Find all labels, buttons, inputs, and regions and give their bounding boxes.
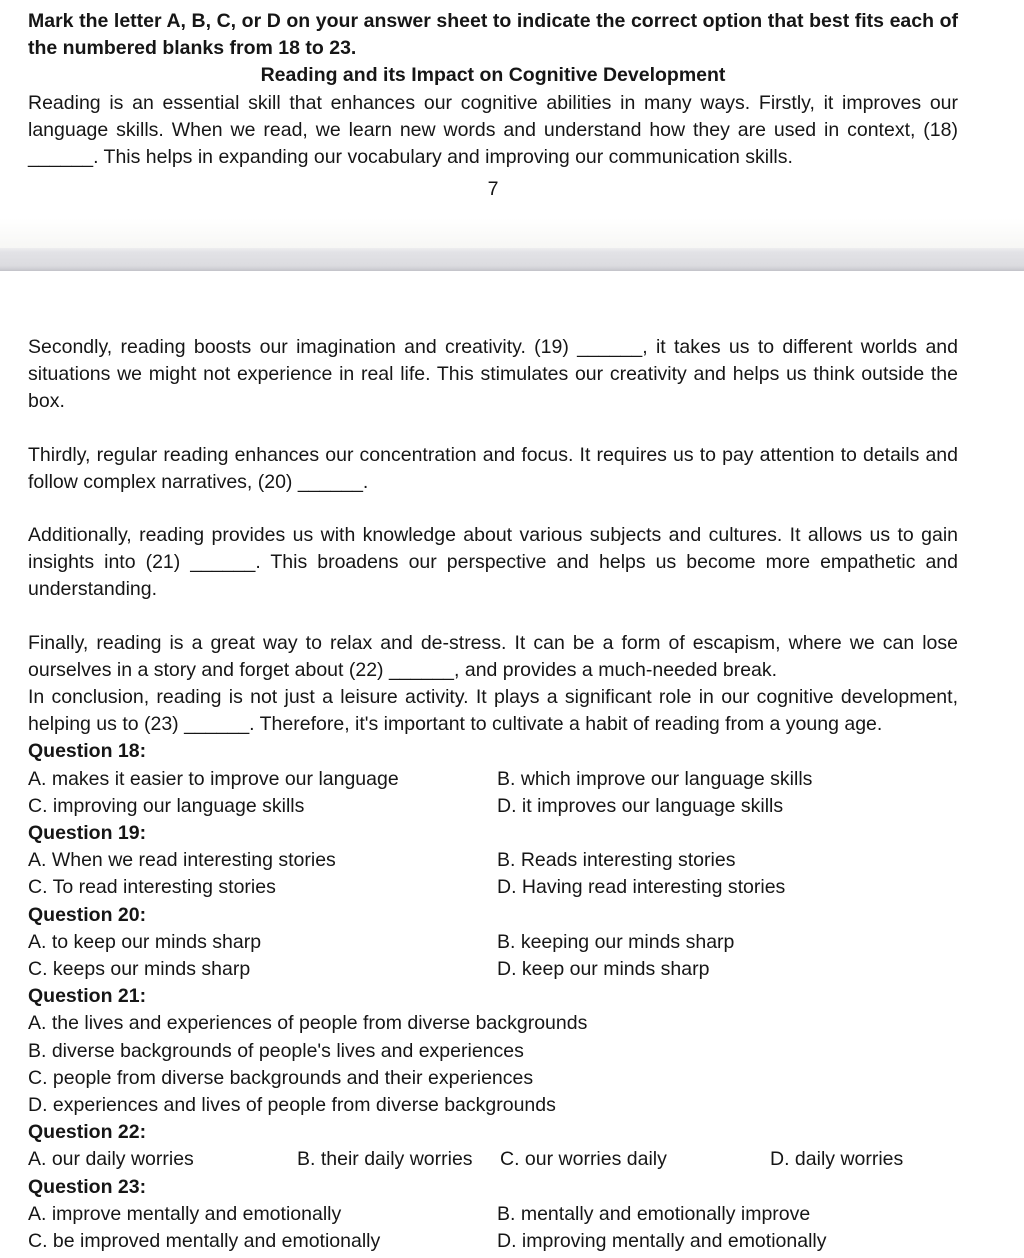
- question-19-option-b: B. Reads interesting stories: [497, 849, 736, 872]
- question-22-label: Question 22:: [28, 1121, 147, 1144]
- question-19-options: [28, 847, 958, 901]
- page-separator: [0, 248, 1024, 271]
- question-22-option-b: B. their daily worries: [297, 1148, 473, 1171]
- question-22-option-d: D. daily worries: [770, 1148, 904, 1171]
- question-19-block: [28, 820, 958, 902]
- passage-paragraph-secondly: Secondly, reading boosts our imagination and creativity. (19) ______, it takes us to different worlds and situations we might not experience in real life. This stimulates our creativity and helps us think outside the box.: [28, 336, 958, 413]
- question-20-options: [28, 929, 958, 983]
- question-18-option-b: B. which improve our language skills: [497, 767, 813, 790]
- question-19-label: Question 19:: [28, 822, 147, 845]
- question-20-option-b: B. keeping our minds sharp: [497, 930, 735, 953]
- passage-paragraph-additionally: Additionally, reading provides us with knowledge about various subjects and cultures. It allows us to gain insights into (21) ______. This broadens our perspective and helps us become more empathetic and understanding.: [28, 524, 958, 601]
- question-18-option-c: C. improving our language skills: [28, 794, 305, 817]
- question-21-label: Question 21:: [28, 985, 147, 1008]
- question-19-option-d: D. Having read interesting stories: [497, 876, 786, 899]
- page-2: [0, 271, 1024, 1258]
- question-19-option-c: C. To read interesting stories: [28, 876, 276, 899]
- question-22-block: [28, 1119, 958, 1173]
- question-23-options: [28, 1201, 958, 1255]
- question-21-option-c: C. people from diverse backgrounds and their experiences: [28, 1066, 534, 1089]
- passage-paragraph-finally: Finally, reading is a great way to relax and de-stress. It can be a form of escapism, where we can lose ourselves in a story and forget about (22) ______, and provides a much-needed break.: [28, 631, 958, 681]
- question-18-option-d: D. it improves our language skills: [497, 794, 784, 817]
- question-20-label: Question 20:: [28, 903, 147, 926]
- question-20-block: [28, 902, 958, 984]
- question-21-block: [28, 983, 958, 1119]
- question-22-option-c: C. our worries daily: [500, 1148, 667, 1171]
- question-23-option-d: D. improving mentally and emotionally: [497, 1230, 827, 1253]
- question-18-block: [28, 738, 958, 820]
- passage-paragraph-conclusion: In conclusion, reading is not just a leisure activity. It plays a significant role in our cognitive development, helping us to (23) ______. Therefore, it's important to cultivate a habit of reading from a young age.: [28, 686, 958, 736]
- question-18-label: Question 18:: [28, 740, 147, 763]
- exam-instruction: Mark the letter A, B, C, or D on your answer sheet to indicate the correct option that best fits each of the numbered blanks from 18 to 23.: [28, 10, 958, 60]
- page-1: [0, 0, 1024, 248]
- question-18-options: [28, 766, 958, 820]
- question-21-option-a: A. the lives and experiences of people from diverse backgrounds: [28, 1012, 588, 1035]
- passage-paragraph-intro: Reading is an essential skill that enhances our cognitive abilities in many ways. Firstly, it improves our language skills. When we read, we learn new words and understand how they are used in context, (18) ______. This helps in expanding our vocabulary and improving our communication skills.: [28, 91, 958, 169]
- question-23-label: Question 23:: [28, 1175, 147, 1198]
- page-number: 7: [487, 178, 499, 201]
- question-23-option-c: C. be improved mentally and emotionally: [28, 1230, 381, 1253]
- question-22-option-a: A. our daily worries: [28, 1148, 194, 1171]
- question-18-option-a: A. makes it easier to improve our language: [28, 767, 399, 790]
- question-21-options: [28, 1010, 958, 1119]
- question-22-options: [28, 1146, 958, 1173]
- question-20-option-c: C. keeps our minds sharp: [28, 958, 251, 981]
- question-21-option-d: D. experiences and lives of people from diverse backgrounds: [28, 1094, 556, 1117]
- passage-title: Reading and its Impact on Cognitive Development: [260, 64, 726, 87]
- question-20-option-a: A. to keep our minds sharp: [28, 930, 262, 953]
- question-23-option-b: B. mentally and emotionally improve: [497, 1202, 811, 1225]
- question-21-option-b: B. diverse backgrounds of people's lives and experiences: [28, 1039, 524, 1062]
- passage-paragraph-thirdly: Thirdly, regular reading enhances our concentration and focus. It requires us to pay attention to details and follow complex narratives, (20) ______.: [28, 443, 958, 493]
- question-20-option-d: D. keep our minds sharp: [497, 958, 710, 981]
- question-23-block: [28, 1174, 958, 1256]
- question-23-option-a: A. improve mentally and emotionally: [28, 1202, 342, 1225]
- question-19-option-a: A. When we read interesting stories: [28, 849, 336, 872]
